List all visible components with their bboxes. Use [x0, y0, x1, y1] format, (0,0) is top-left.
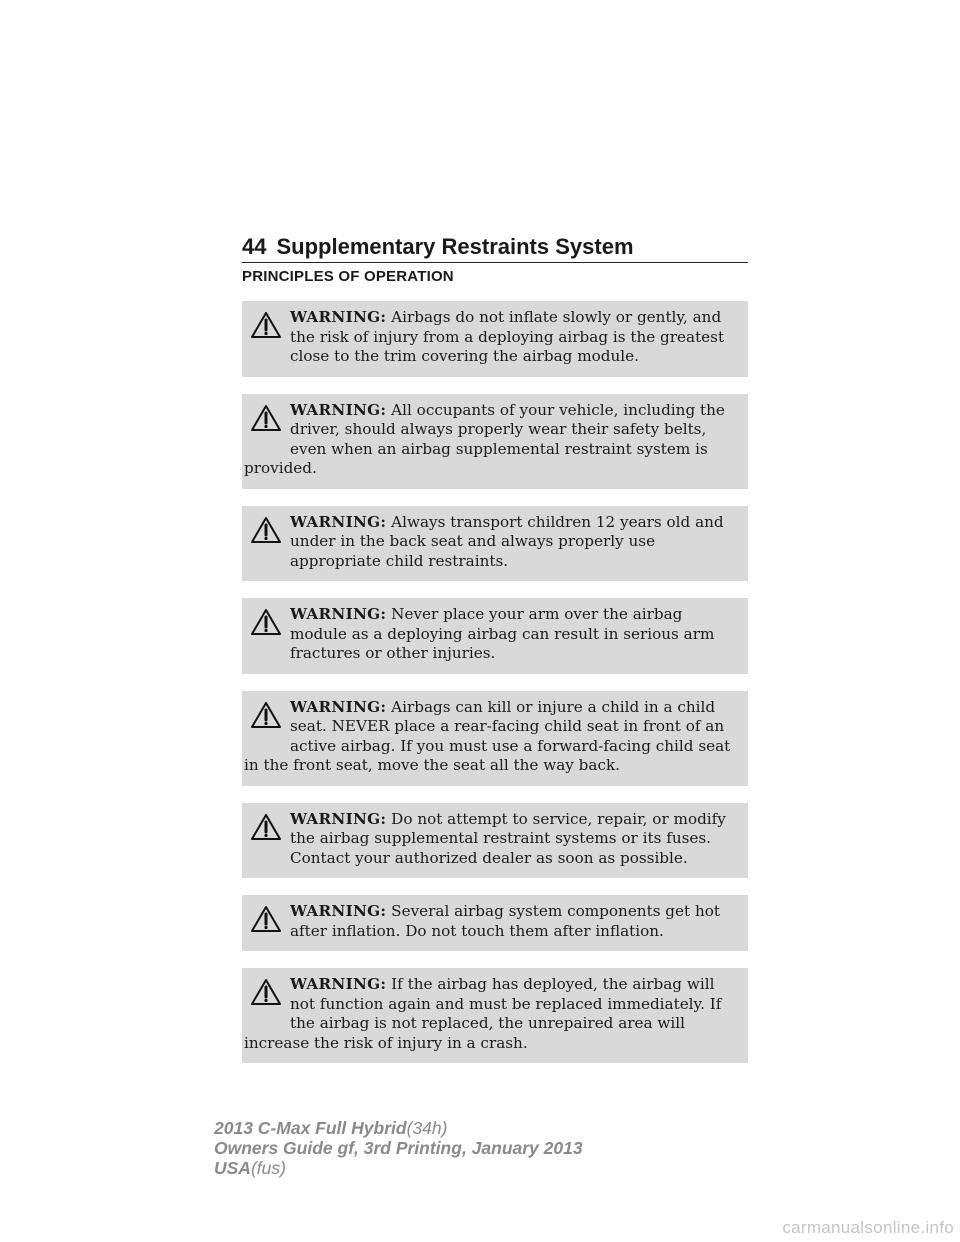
warning-text: Never place your arm over the airbag module as a deploying airbag can result in serious arm fractures or other injuries.: [290, 605, 715, 662]
warning-label: WARNING:: [290, 697, 387, 716]
footer-line-printing: Owners Guide gf, 3rd Printing, January 2013: [214, 1138, 583, 1158]
section-title: PRINCIPLES OF OPERATION: [242, 268, 454, 285]
watermark-text: carmanualsonline.info: [782, 1218, 954, 1237]
warning-triangle-icon: [244, 813, 286, 850]
page-number: 44: [242, 234, 267, 259]
print-footer: [214, 1118, 583, 1178]
warning-box: [242, 691, 748, 786]
warning-label: WARNING:: [290, 975, 387, 993]
warning-box: [242, 394, 748, 489]
warning-text: Always transport children 12 years old and under in the back seat and always properly use appropriate child restraints.: [290, 512, 724, 570]
warning-list: [242, 301, 748, 1080]
warning-text: If the airbag has deployed, the airbag will not function again and must be replaced immediately. If the airbag is not replaced, the unrepaired area will increase the risk of injury in a crash.: [244, 975, 722, 1052]
warning-box: [242, 598, 748, 674]
warning-label: WARNING:: [290, 400, 387, 419]
warning-box: [242, 895, 748, 951]
warning-label: WARNING:: [290, 512, 387, 531]
warning-text: Do not attempt to service, repair, or modify the airbag supplemental restraint systems or its fuses. Contact your authorized dealer as soon as possible.: [290, 809, 726, 867]
warning-triangle-icon: [244, 404, 286, 441]
warning-triangle-icon: [244, 608, 286, 645]
chapter-title: Supplementary Restraints System: [276, 234, 634, 259]
warning-text: Several airbag system components get hot after inflation. Do not touch them after inflation.: [290, 902, 720, 940]
warning-label: WARNING:: [290, 308, 387, 326]
warning-label: WARNING:: [290, 605, 387, 623]
warning-triangle-icon: [244, 905, 286, 942]
warning-box: [242, 968, 748, 1063]
warning-box: [242, 301, 748, 377]
warning-box: [242, 506, 748, 582]
warning-label: WARNING:: [290, 902, 387, 920]
warning-triangle-icon: [244, 701, 286, 738]
warning-triangle-icon: [244, 516, 286, 553]
warning-triangle-icon: [244, 978, 286, 1015]
footer-line-market: USA(fus): [214, 1158, 286, 1178]
warning-label: WARNING:: [290, 809, 387, 828]
warning-text: Airbags do not inflate slowly or gently, and the risk of injury from a deploying airbag is the greatest close to the trim covering the airbag module.: [290, 308, 725, 365]
warning-text: Airbags can kill or injure a child in a child seat. NEVER place a rear-facing child seat in front of an active airbag. If you must use a forward-facing child seat in the front seat, move the seat all the way back.: [244, 697, 731, 774]
warning-text: All occupants of your vehicle, including the driver, should always properly wear their safety belts, even when an airbag supplemental restraint system is provided.: [244, 400, 725, 477]
footer-line-model: 2013 C-Max Full Hybrid(34h): [214, 1118, 448, 1138]
warning-triangle-icon: [244, 311, 286, 348]
warning-box: [242, 803, 748, 879]
page-header: [242, 228, 748, 263]
